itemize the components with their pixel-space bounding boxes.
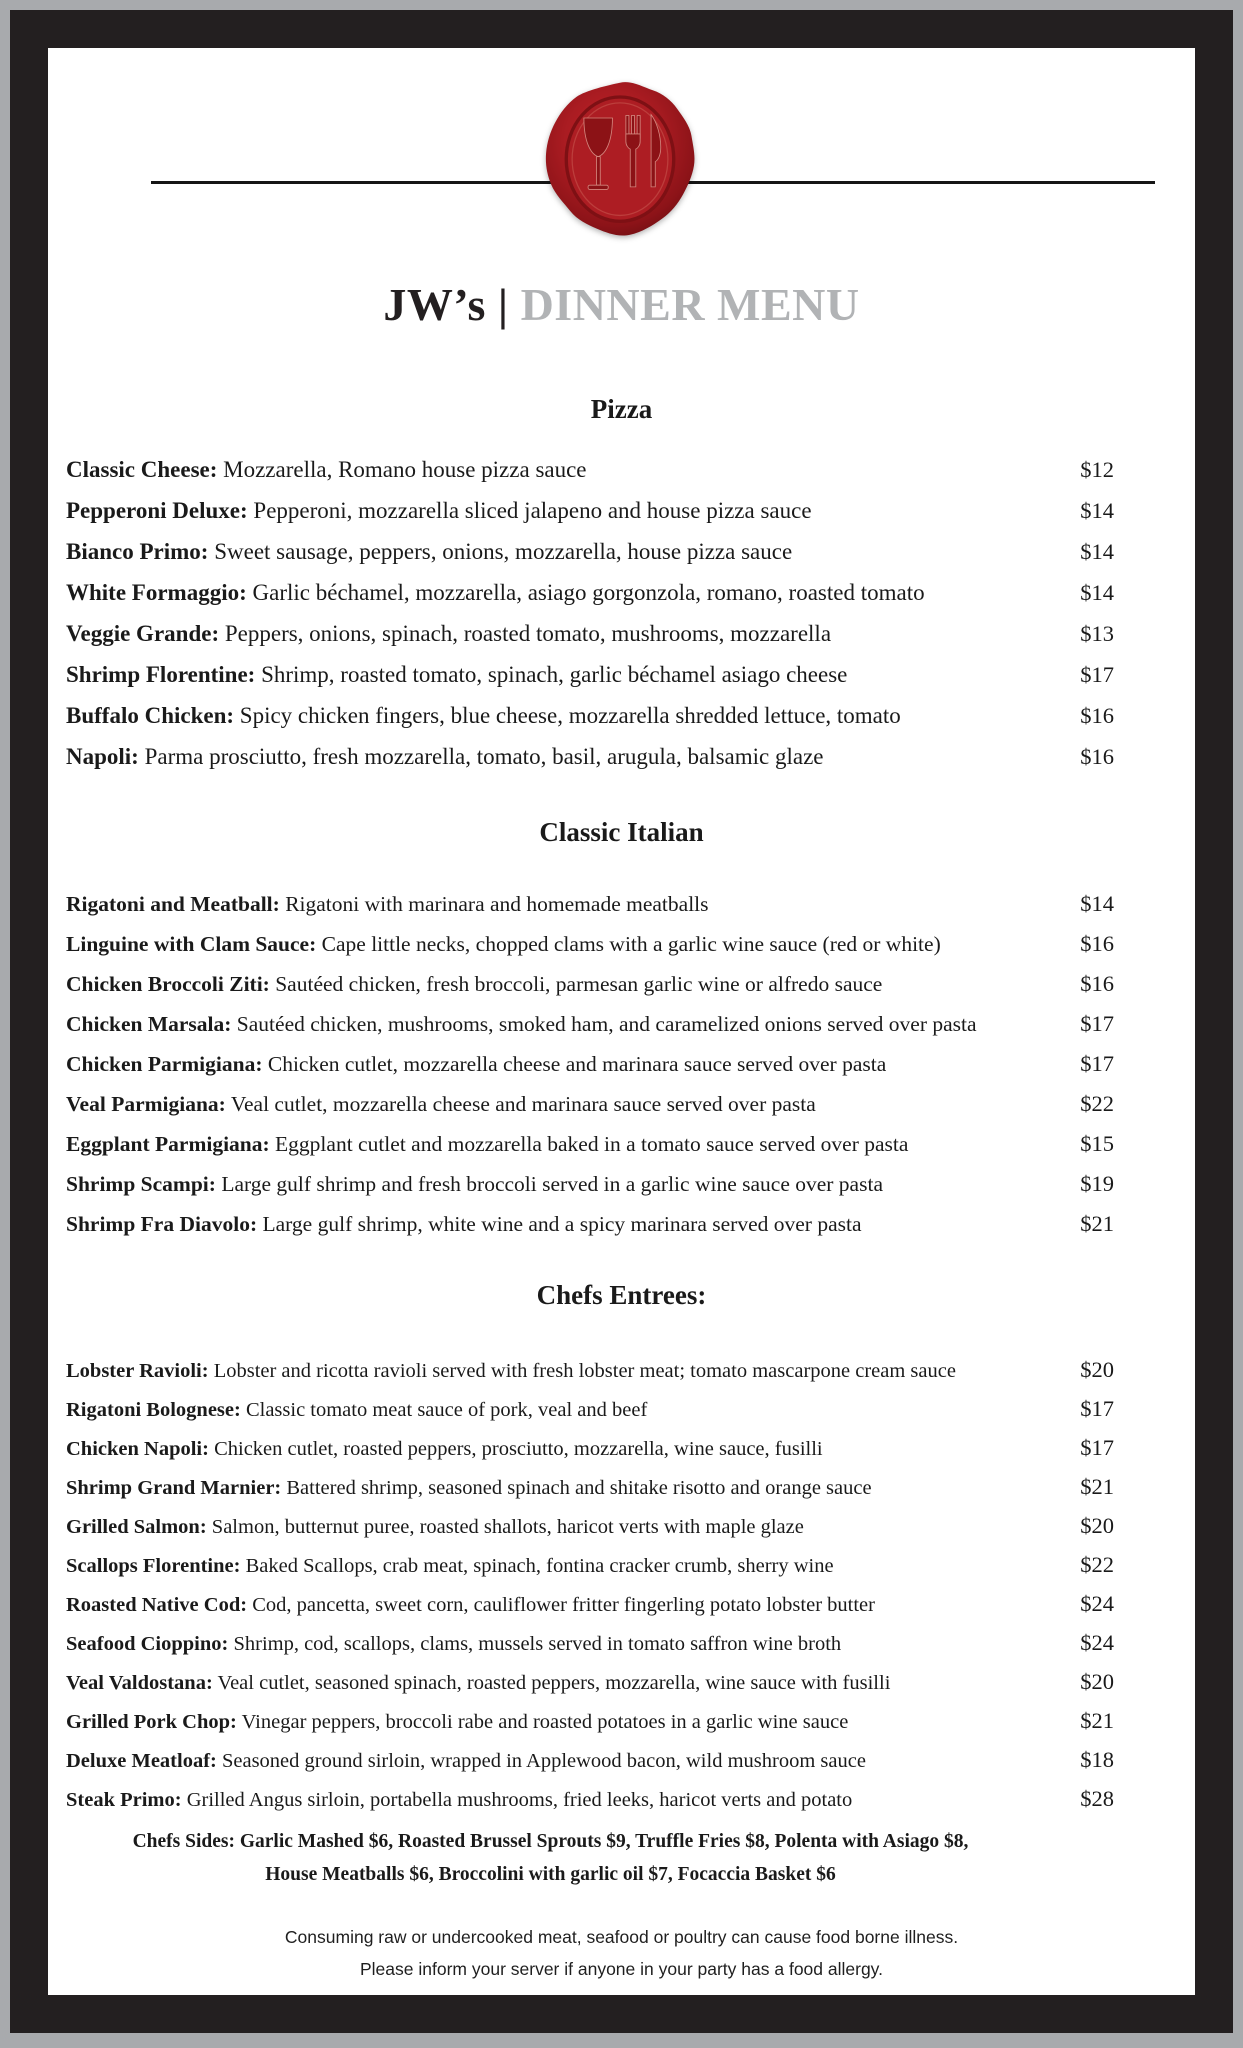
logo-strip	[66, 74, 1177, 246]
menu-item-row	[66, 531, 1114, 572]
menu-item-text	[66, 1391, 647, 1429]
menu-item-row	[66, 884, 1114, 924]
menu-item-price: $16	[1080, 971, 1114, 997]
menu-page	[48, 48, 1195, 1995]
menu-item-desc: Salmon, butternut puree, roasted shallots, haricot verts with maple glaze	[211, 1516, 804, 1539]
menu-item-price: $16	[1080, 703, 1114, 729]
menu-item-desc: Cape little necks, chopped clams with a garlic wine sauce (red or white)	[321, 932, 941, 957]
section-classic-italian	[66, 817, 1177, 1244]
menu-item-row	[66, 1585, 1114, 1624]
menu-item-price: $13	[1080, 621, 1114, 647]
menu-item-text	[66, 1125, 908, 1164]
menu-item-row	[66, 964, 1114, 1004]
section-rows-pizza	[66, 449, 1177, 777]
section-rows-chefs-entrees	[66, 1351, 1177, 1819]
menu-item-row	[66, 1507, 1114, 1546]
menu-item-name: Chicken Broccoli Ziti:	[66, 972, 270, 997]
menu-item-text	[66, 1508, 804, 1546]
menu-item-price: $14	[1080, 539, 1114, 565]
menu-item-name: Chicken Marsala:	[66, 1012, 232, 1037]
section-rows-classic-italian	[66, 884, 1177, 1244]
menu-item-name: Roasted Native Cod:	[66, 1594, 248, 1617]
menu-item-row	[66, 1004, 1114, 1044]
menu-item-name: Pepperoni Deluxe:	[66, 498, 248, 524]
menu-item-row	[66, 1624, 1114, 1663]
menu-item-row	[66, 1084, 1114, 1124]
menu-item-row	[66, 613, 1114, 654]
menu-item-price: $17	[1080, 1051, 1114, 1077]
section-header-chefs-entrees: Chefs Entrees:	[536, 1280, 707, 1311]
menu-item-text	[66, 1781, 852, 1819]
menu-item-name: Deluxe Meatloaf:	[66, 1750, 217, 1773]
menu-item-desc: Large gulf shrimp, white wine and a spicy marinara served over pasta	[262, 1212, 862, 1237]
menu-item-name: Napoli:	[66, 744, 139, 770]
menu-item-name: Rigatoni Bolognese:	[66, 1399, 241, 1422]
menu-item-row	[66, 1124, 1114, 1164]
chefs-sides	[66, 1825, 1035, 1891]
menu-item-row	[66, 1780, 1114, 1819]
section-header-classic-italian: Classic Italian	[539, 817, 704, 848]
menu-item-row	[66, 1546, 1114, 1585]
menu-item-name: Shrimp Fra Diavolo:	[66, 1212, 258, 1237]
menu-item-row	[66, 1663, 1114, 1702]
menu-item-text	[66, 654, 847, 695]
menu-item-name: Grilled Salmon:	[66, 1516, 207, 1539]
brand-name: JW’s |	[383, 279, 509, 330]
menu-item-desc: Sautéed chicken, mushrooms, smoked ham, and caramelized onions served over pasta	[236, 1012, 977, 1037]
menu-item-desc: Battered shrimp, seasoned spinach and shitake risotto and orange sauce	[286, 1477, 872, 1500]
menu-item-desc: Vinegar peppers, broccoli rabe and roasted potatoes in a garlic wine sauce	[241, 1711, 849, 1734]
menu-item-row	[66, 1164, 1114, 1204]
chefs-sides-line-1: Chefs Sides: Garlic Mashed $6, Roasted Brussel Sprouts $9, Truffle Fries $8, Polenta with Asiago $8,	[132, 1831, 969, 1853]
menu-item-price: $24	[1080, 1591, 1114, 1617]
menu-item-desc: Seasoned ground sirloin, wrapped in Applewood bacon, wild mushroom sauce	[221, 1750, 866, 1773]
menu-item-desc: Shrimp, cod, scallops, clams, mussels served in tomato saffron wine broth	[233, 1633, 842, 1656]
menu-item-row	[66, 1468, 1114, 1507]
menu-item-name: Linguine with Clam Sauce:	[66, 932, 317, 957]
menu-item-row	[66, 1741, 1114, 1780]
disclaimer	[66, 1921, 1177, 1985]
menu-item-name: Chicken Napoli:	[66, 1438, 209, 1461]
menu-item-desc: Shrimp, roasted tomato, spinach, garlic béchamel asiago cheese	[261, 662, 848, 688]
menu-item-name: Lobster Ravioli:	[66, 1360, 209, 1383]
menu-item-price: $15	[1080, 1131, 1114, 1157]
menu-title: DINNER MENU	[520, 279, 860, 330]
menu-item-row	[66, 449, 1114, 490]
menu-item-price: $20	[1080, 1357, 1114, 1383]
menu-item-price: $18	[1080, 1747, 1114, 1773]
menu-item-text	[66, 613, 831, 654]
menu-item-desc: Parma prosciutto, fresh mozzarella, tomato, basil, arugula, balsamic glaze	[144, 744, 824, 770]
menu-item-price: $22	[1080, 1091, 1114, 1117]
menu-item-price: $21	[1080, 1211, 1114, 1237]
menu-item-row	[66, 1702, 1114, 1741]
menu-item-name: Shrimp Florentine:	[66, 662, 256, 688]
menu-item-row	[66, 1351, 1114, 1390]
menu-item-text	[66, 1165, 883, 1204]
menu-item-desc: Mozzarella, Romano house pizza sauce	[223, 457, 587, 483]
chefs-sides-line-2: House Meatballs $6, Broccolini with garlic oil $7, Focaccia Basket $6	[265, 1864, 836, 1886]
menu-item-name: Veal Parmigiana:	[66, 1092, 226, 1117]
menu-item-name: Bianco Primo:	[66, 539, 209, 565]
menu-item-desc: Sautéed chicken, fresh broccoli, parmesan garlic wine or alfredo sauce	[275, 972, 883, 997]
menu-item-price: $22	[1080, 1552, 1114, 1578]
menu-item-price: $14	[1080, 580, 1114, 606]
menu-item-name: Eggplant Parmigiana:	[66, 1132, 270, 1157]
menu-item-row	[66, 1429, 1114, 1468]
menu-item-name: White Formaggio:	[66, 580, 247, 606]
menu-item-text	[66, 965, 882, 1004]
menu-item-price: $14	[1080, 498, 1114, 524]
menu-item-desc: Peppers, onions, spinach, roasted tomato, mushrooms, mozzarella	[224, 621, 832, 647]
menu-item-price: $24	[1080, 1630, 1114, 1656]
menu-item-text	[66, 531, 792, 572]
menu-item-desc: Veal cutlet, mozzarella cheese and marinara sauce served over pasta	[230, 1092, 816, 1117]
menu-item-price: $17	[1080, 1011, 1114, 1037]
section-pizza	[66, 394, 1177, 777]
menu-item-text	[66, 736, 824, 777]
menu-item-text	[66, 1430, 823, 1468]
menu-item-name: Scallops Florentine:	[66, 1555, 241, 1578]
menu-item-row	[66, 695, 1114, 736]
menu-item-text	[66, 1005, 977, 1044]
menu-item-name: Classic Cheese:	[66, 457, 218, 483]
menu-item-name: Steak Primo:	[66, 1789, 182, 1812]
menu-item-text	[66, 1085, 816, 1124]
menu-item-price: $16	[1080, 931, 1114, 957]
section-header-pizza: Pizza	[590, 394, 653, 424]
menu-item-desc: Chicken cutlet, roasted peppers, prosciutto, mozzarella, wine sauce, fusilli	[214, 1438, 823, 1461]
menu-item-text	[66, 1352, 956, 1390]
wax-seal-logo	[536, 74, 704, 246]
menu-item-text	[66, 695, 901, 736]
menu-item-name: Seafood Cioppino:	[66, 1633, 229, 1656]
menu-item-desc: Pepperoni, mozzarella sliced jalapeno and house pizza sauce	[253, 498, 812, 524]
menu-item-price: $17	[1080, 662, 1114, 688]
menu-item-text	[66, 1469, 872, 1507]
menu-item-text	[66, 885, 709, 924]
menu-item-desc: Baked Scallops, crab meat, spinach, fontina cracker crumb, sherry wine	[245, 1555, 834, 1578]
menu-item-text	[66, 1547, 834, 1585]
menu-item-name: Grilled Pork Chop:	[66, 1711, 237, 1734]
menu-item-price: $20	[1080, 1513, 1114, 1539]
menu-item-row	[66, 572, 1114, 613]
menu-item-price: $16	[1080, 744, 1114, 770]
menu-item-name: Chicken Parmigiana:	[66, 1052, 263, 1077]
menu-item-desc: Large gulf shrimp and fresh broccoli served in a garlic wine sauce over pasta	[221, 1172, 883, 1197]
menu-item-text	[66, 1586, 875, 1624]
menu-item-row	[66, 654, 1114, 695]
menu-item-text	[66, 1205, 862, 1244]
menu-item-name: Shrimp Grand Marnier:	[66, 1477, 282, 1500]
menu-item-name: Veggie Grande:	[66, 621, 220, 647]
menu-item-desc: Cod, pancetta, sweet corn, cauliflower fritter fingerling potato lobster butter	[252, 1594, 875, 1617]
menu-item-price: $17	[1080, 1396, 1114, 1422]
menu-item-price: $17	[1080, 1435, 1114, 1461]
disclaimer-line-2: Please inform your server if anyone in your party has a food allergy.	[360, 1959, 883, 1980]
menu-item-desc: Sweet sausage, peppers, onions, mozzarella, house pizza sauce	[214, 539, 793, 565]
menu-item-text	[66, 1742, 866, 1780]
menu-item-name: Veal Valdostana:	[66, 1672, 213, 1695]
menu-item-row	[66, 1204, 1114, 1244]
menu-frame	[10, 10, 1233, 2033]
menu-item-row	[66, 1390, 1114, 1429]
menu-item-text	[66, 572, 925, 613]
menu-item-price: $21	[1080, 1474, 1114, 1500]
menu-item-name: Shrimp Scampi:	[66, 1172, 216, 1197]
menu-item-text	[66, 490, 812, 531]
menu-item-text	[66, 925, 941, 964]
menu-item-row	[66, 1044, 1114, 1084]
menu-item-price: $14	[1080, 891, 1114, 917]
menu-item-text	[66, 1703, 848, 1741]
menu-item-desc: Spicy chicken fingers, blue cheese, mozzarella shredded lettuce, tomato	[239, 703, 901, 729]
menu-item-row	[66, 736, 1114, 777]
menu-item-name: Rigatoni and Meatball:	[66, 892, 280, 917]
menu-item-desc: Eggplant cutlet and mozzarella baked in a tomato sauce served over pasta	[275, 1132, 909, 1157]
menu-item-price: $28	[1080, 1786, 1114, 1812]
menu-item-text	[66, 449, 587, 490]
menu-item-desc: Chicken cutlet, mozzarella cheese and marinara sauce served over pasta	[267, 1052, 887, 1077]
section-chefs-entrees	[66, 1280, 1177, 1819]
menu-item-desc: Veal cutlet, seasoned spinach, roasted peppers, mozzarella, wine sauce with fusilli	[217, 1672, 891, 1695]
page-title	[66, 279, 1177, 330]
menu-item-desc: Rigatoni with marinara and homemade meatballs	[285, 892, 709, 917]
menu-item-price: $12	[1080, 457, 1114, 483]
menu-item-price: $20	[1080, 1669, 1114, 1695]
menu-item-text	[66, 1664, 890, 1702]
menu-item-price: $19	[1080, 1171, 1114, 1197]
menu-item-desc: Classic tomato meat sauce of pork, veal and beef	[245, 1399, 648, 1422]
menu-item-name: Buffalo Chicken:	[66, 703, 235, 729]
menu-item-desc: Lobster and ricotta ravioli served with fresh lobster meat; tomato mascarpone cream sauce	[213, 1360, 956, 1383]
menu-item-price: $21	[1080, 1708, 1114, 1734]
menu-item-row	[66, 490, 1114, 531]
menu-item-text	[66, 1625, 841, 1663]
menu-item-desc: Grilled Angus sirloin, portabella mushrooms, fried leeks, haricot verts and potato	[186, 1789, 853, 1812]
disclaimer-line-1: Consuming raw or undercooked meat, seafood or poultry can cause food borne illness.	[284, 1927, 959, 1948]
menu-item-row	[66, 924, 1114, 964]
menu-item-desc: Garlic béchamel, mozzarella, asiago gorgonzola, romano, roasted tomato	[252, 580, 925, 606]
menu-item-text	[66, 1045, 886, 1084]
